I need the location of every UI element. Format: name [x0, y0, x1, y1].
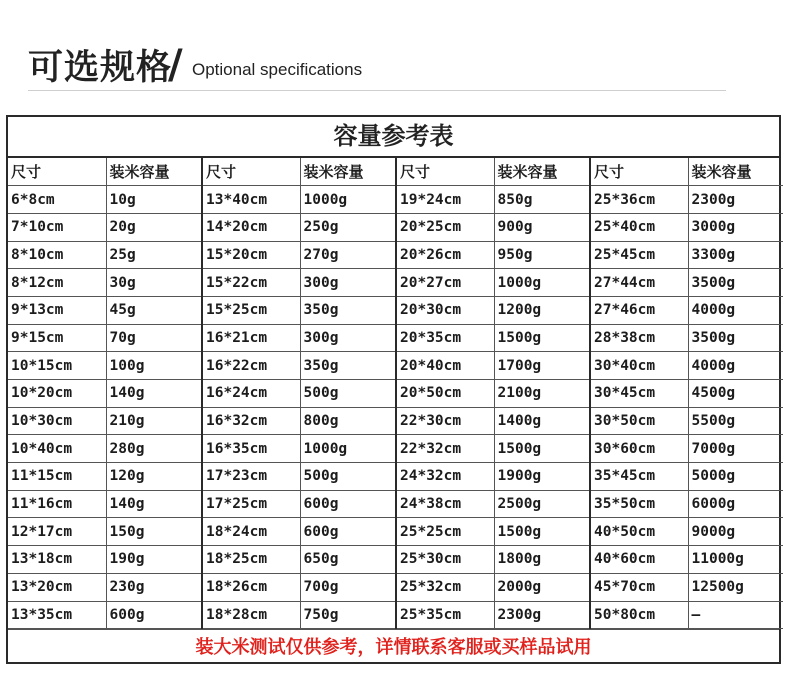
size-cell: 24*32cm	[396, 463, 494, 491]
capacity-cell: 20g	[106, 213, 202, 241]
size-cell: 25*36cm	[590, 186, 688, 214]
title-separator: /	[168, 42, 183, 88]
page-title: 可选规格	[28, 48, 173, 88]
capacity-cell: 1000g	[494, 269, 590, 297]
column-header-capacity: 装米容量	[494, 158, 590, 186]
size-cell: 20*27cm	[396, 269, 494, 297]
size-cell: 17*23cm	[202, 463, 300, 491]
size-cell: 9*15cm	[8, 324, 106, 352]
capacity-cell: 5500g	[688, 407, 783, 435]
capacity-cell: 500g	[300, 463, 396, 491]
size-cell: 30*40cm	[590, 352, 688, 380]
capacity-cell: 210g	[106, 407, 202, 435]
table-row	[8, 324, 783, 352]
capacity-cell: 3500g	[688, 269, 783, 297]
size-cell: 35*45cm	[590, 463, 688, 491]
size-cell: 16*24cm	[202, 380, 300, 408]
table-row	[8, 518, 783, 546]
capacity-cell: 1200g	[494, 296, 590, 324]
size-cell: 27*44cm	[590, 269, 688, 297]
capacity-cell: 30g	[106, 269, 202, 297]
capacity-cell: 190g	[106, 546, 202, 574]
size-cell: 18*25cm	[202, 546, 300, 574]
capacity-cell: 4000g	[688, 296, 783, 324]
size-cell: 8*10cm	[8, 241, 106, 269]
capacity-cell: 1500g	[494, 518, 590, 546]
capacity-cell: 2100g	[494, 380, 590, 408]
capacity-cell: 12500g	[688, 573, 783, 601]
capacity-reference-table	[6, 115, 781, 664]
capacity-cell: 2000g	[494, 573, 590, 601]
capacity-cell: 7000g	[688, 435, 783, 463]
size-cell: 6*8cm	[8, 186, 106, 214]
size-cell: 50*80cm	[590, 601, 688, 629]
size-cell: 20*50cm	[396, 380, 494, 408]
capacity-cell: 45g	[106, 296, 202, 324]
size-cell: 40*50cm	[590, 518, 688, 546]
size-cell: 30*50cm	[590, 407, 688, 435]
size-cell: 27*46cm	[590, 296, 688, 324]
capacity-cell: 1500g	[494, 435, 590, 463]
size-cell: 22*30cm	[396, 407, 494, 435]
size-cell: 16*32cm	[202, 407, 300, 435]
size-cell: 35*50cm	[590, 490, 688, 518]
size-cell: 25*45cm	[590, 241, 688, 269]
size-cell: 18*24cm	[202, 518, 300, 546]
table-row	[8, 463, 783, 491]
capacity-cell: 4000g	[688, 352, 783, 380]
capacity-cell: 650g	[300, 546, 396, 574]
size-cell: 13*20cm	[8, 573, 106, 601]
footer-note: 装大米测试仅供参考，详情联系客服或买样品试用	[8, 629, 779, 667]
capacity-cell: 150g	[106, 518, 202, 546]
size-cell: 25*32cm	[396, 573, 494, 601]
column-header-size: 尺寸	[8, 158, 106, 186]
size-cell: 10*15cm	[8, 352, 106, 380]
spec-table	[8, 158, 783, 629]
capacity-cell: 6000g	[688, 490, 783, 518]
size-cell: 30*60cm	[590, 435, 688, 463]
size-cell: 20*30cm	[396, 296, 494, 324]
size-cell: 13*35cm	[8, 601, 106, 629]
capacity-cell: 2300g	[494, 601, 590, 629]
capacity-cell: 2300g	[688, 186, 783, 214]
capacity-cell: 140g	[106, 490, 202, 518]
size-cell: 13*40cm	[202, 186, 300, 214]
size-cell: 18*28cm	[202, 601, 300, 629]
table-row	[8, 380, 783, 408]
size-cell: 16*35cm	[202, 435, 300, 463]
capacity-cell: 750g	[300, 601, 396, 629]
size-cell: 19*24cm	[396, 186, 494, 214]
capacity-cell: 1500g	[494, 324, 590, 352]
size-cell: 17*25cm	[202, 490, 300, 518]
capacity-cell: 350g	[300, 352, 396, 380]
size-cell: 12*17cm	[8, 518, 106, 546]
size-cell: 20*35cm	[396, 324, 494, 352]
column-header-capacity: 装米容量	[688, 158, 783, 186]
capacity-cell: 100g	[106, 352, 202, 380]
column-header-size: 尺寸	[202, 158, 300, 186]
page-subtitle: Optional specifications	[192, 60, 363, 79]
column-header-size: 尺寸	[590, 158, 688, 186]
table-header-row	[8, 158, 783, 186]
capacity-cell: 950g	[494, 241, 590, 269]
table-row	[8, 490, 783, 518]
capacity-cell: 350g	[300, 296, 396, 324]
size-cell: 8*12cm	[8, 269, 106, 297]
capacity-cell: 600g	[300, 518, 396, 546]
capacity-cell: 11000g	[688, 546, 783, 574]
table-row	[8, 296, 783, 324]
capacity-cell: 1900g	[494, 463, 590, 491]
size-cell: 7*10cm	[8, 213, 106, 241]
table-row	[8, 186, 783, 214]
size-cell: 25*30cm	[396, 546, 494, 574]
column-header-capacity: 装米容量	[106, 158, 202, 186]
capacity-cell: 1000g	[300, 435, 396, 463]
size-cell: 15*22cm	[202, 269, 300, 297]
capacity-cell: 700g	[300, 573, 396, 601]
capacity-cell: 25g	[106, 241, 202, 269]
capacity-cell: 600g	[106, 601, 202, 629]
capacity-cell: 270g	[300, 241, 396, 269]
header-divider	[28, 90, 726, 91]
capacity-cell: 2500g	[494, 490, 590, 518]
capacity-cell: 250g	[300, 213, 396, 241]
size-cell: 15*20cm	[202, 241, 300, 269]
capacity-cell: 1000g	[300, 186, 396, 214]
size-cell: 20*26cm	[396, 241, 494, 269]
page-header	[28, 36, 728, 86]
table-row	[8, 269, 783, 297]
size-cell: 25*40cm	[590, 213, 688, 241]
capacity-cell: 280g	[106, 435, 202, 463]
size-cell: 11*16cm	[8, 490, 106, 518]
capacity-cell: 70g	[106, 324, 202, 352]
capacity-cell: 850g	[494, 186, 590, 214]
size-cell: 45*70cm	[590, 573, 688, 601]
size-cell: 18*26cm	[202, 573, 300, 601]
capacity-cell: 140g	[106, 380, 202, 408]
capacity-cell: 1400g	[494, 407, 590, 435]
capacity-cell: 500g	[300, 380, 396, 408]
capacity-cell: 1800g	[494, 546, 590, 574]
capacity-cell: 3300g	[688, 241, 783, 269]
capacity-cell: 1700g	[494, 352, 590, 380]
size-cell: 20*25cm	[396, 213, 494, 241]
capacity-cell: 120g	[106, 463, 202, 491]
table-row	[8, 352, 783, 380]
table-row	[8, 407, 783, 435]
capacity-cell: —	[688, 601, 783, 629]
table-row	[8, 241, 783, 269]
size-cell: 14*20cm	[202, 213, 300, 241]
capacity-cell: 9000g	[688, 518, 783, 546]
size-cell: 9*13cm	[8, 296, 106, 324]
table-row	[8, 573, 783, 601]
size-cell: 16*21cm	[202, 324, 300, 352]
capacity-cell: 5000g	[688, 463, 783, 491]
capacity-cell: 300g	[300, 269, 396, 297]
size-cell: 20*40cm	[396, 352, 494, 380]
size-cell: 22*32cm	[396, 435, 494, 463]
size-cell: 24*38cm	[396, 490, 494, 518]
capacity-cell: 3500g	[688, 324, 783, 352]
size-cell: 30*45cm	[590, 380, 688, 408]
size-cell: 25*25cm	[396, 518, 494, 546]
table-row	[8, 601, 783, 629]
size-cell: 10*40cm	[8, 435, 106, 463]
table-title: 容量参考表	[8, 117, 779, 158]
size-cell: 25*35cm	[396, 601, 494, 629]
capacity-cell: 600g	[300, 490, 396, 518]
size-cell: 15*25cm	[202, 296, 300, 324]
size-cell: 11*15cm	[8, 463, 106, 491]
capacity-cell: 10g	[106, 186, 202, 214]
table-row	[8, 435, 783, 463]
capacity-cell: 4500g	[688, 380, 783, 408]
table-row	[8, 213, 783, 241]
capacity-cell: 230g	[106, 573, 202, 601]
size-cell: 28*38cm	[590, 324, 688, 352]
capacity-cell: 900g	[494, 213, 590, 241]
column-header-size: 尺寸	[396, 158, 494, 186]
size-cell: 13*18cm	[8, 546, 106, 574]
capacity-cell: 3000g	[688, 213, 783, 241]
capacity-cell: 300g	[300, 324, 396, 352]
size-cell: 10*20cm	[8, 380, 106, 408]
size-cell: 10*30cm	[8, 407, 106, 435]
table-row	[8, 546, 783, 574]
size-cell: 40*60cm	[590, 546, 688, 574]
column-header-capacity: 装米容量	[300, 158, 396, 186]
size-cell: 16*22cm	[202, 352, 300, 380]
capacity-cell: 800g	[300, 407, 396, 435]
